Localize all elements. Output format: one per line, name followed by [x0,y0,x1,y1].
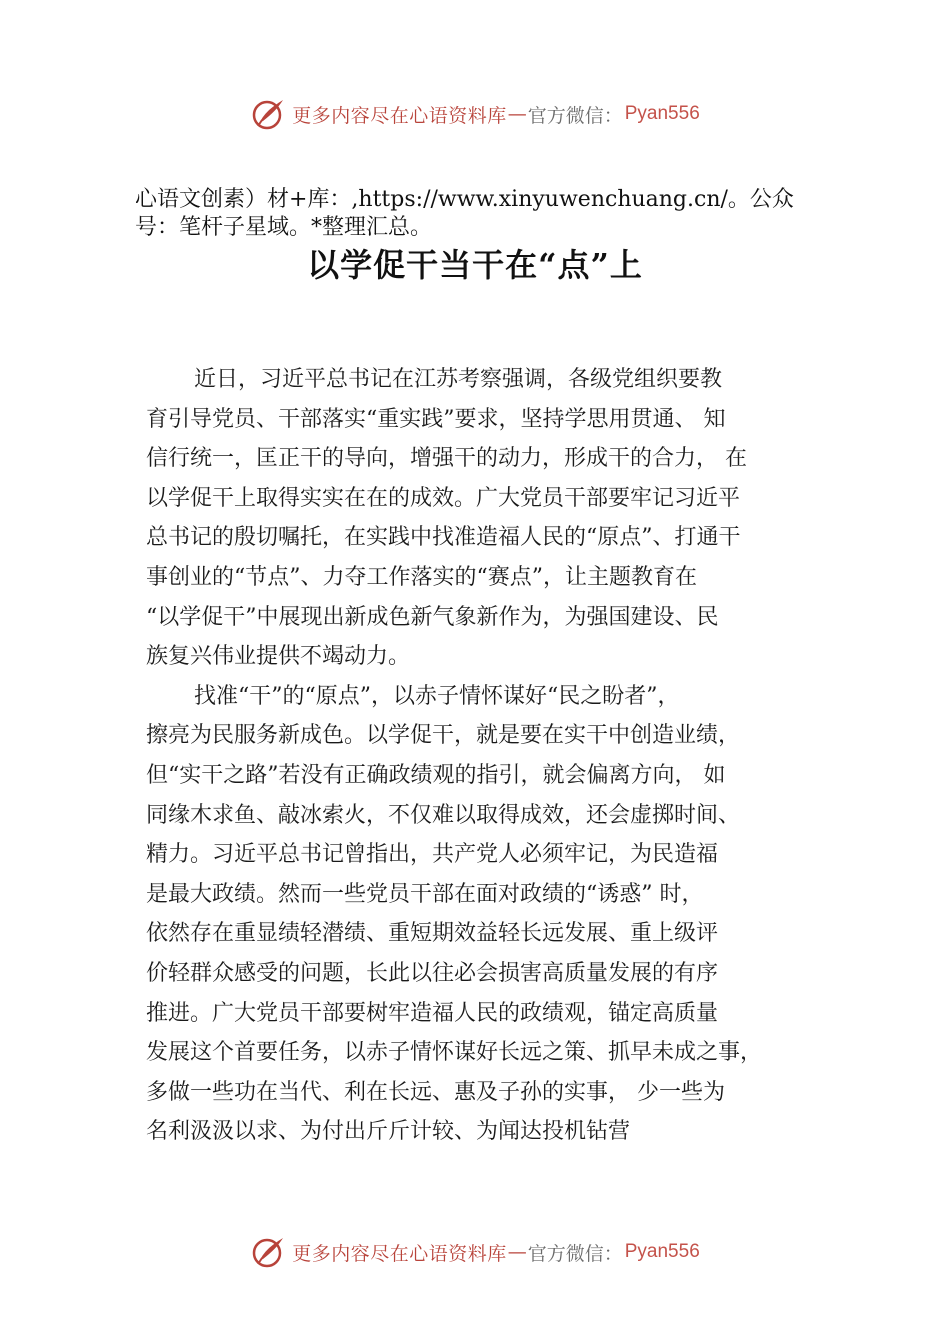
footer-watermark-banner [0,1232,950,1272]
text-line: 价轻群众感受的问题，长此以往必会损害高质量发展的有序 [146,960,719,986]
paragraph-2 [146,677,846,1152]
quill-logo-icon [250,1234,288,1270]
document-title: 以学促干当干在“点”上 [307,246,643,284]
text-line: “以学促干”中展现出新成色新气象新作为，为强国建设、民 [146,604,719,630]
text-line: 名利汲汲以求、为付出斤斤计较、为闻达投机钻营 [146,1119,631,1145]
text-line: 擦亮为民服务新成色。以学促干，就是要在实干中创造业绩， [146,723,741,749]
text-line: 是最大政绩。然而一些党员干部在面对政绩的“诱惑” 时， [146,881,704,907]
article-body [146,360,846,1152]
text-line: 事创业的“节点”、力夺工作落实的“赛点”，让主题教育在 [146,564,697,590]
banner-wechat-id: Pyan556 [624,1241,700,1262]
text-line: 育引导党员、干部落实“重实践”要求，坚持学思用贯通、 知 [146,406,726,432]
text-line: 依然存在重显绩轻潜绩、重短期效益轻长远发展、重上级评 [146,921,719,947]
banner-dash: — [507,1241,527,1263]
text-line: 信行统一，匡正干的导向，增强干的动力，形成干的合力， 在 [146,446,747,472]
text-line: 精力。习近平总书记曾指出，共产党人必须牢记，为民造福 [146,842,719,868]
text-line: 族复兴伟业提供不竭动力。 [146,644,411,670]
banner-dash: — [507,103,527,125]
source-note: 心语文创素）材+库：,https://www.xinyuwenchuang.cn/。公众号：笔杆子星域。*整理汇总。 [135,187,794,240]
paragraph-1 [146,360,846,677]
text-line: 同缘木求鱼、敲冰索火，不仅难以取得成效，还会虚掷时间、 [146,802,741,828]
quill-logo-icon [250,96,288,132]
banner-wechat-id: Pyan556 [624,103,700,124]
text-line: 总书记的殷切嘱托，在实践中找准造福人民的“原点”、打通干 [146,525,741,551]
text-line: 发展这个首要任务，以赤子情怀谋好长远之策、抓早未成之事， [146,1040,763,1066]
banner-subtext: 官方微信： [527,1242,623,1265]
text-line: 但“实干之路”若没有正确政绩观的指引，就会偏离方向， 如 [146,762,726,788]
text-line: 以学促干上取得实实在在的成效。广大党员干部要牢记习近平 [146,485,741,511]
text-line: 近日，习近平总书记在江苏考察强调，各级党组织要教 [194,367,723,392]
text-line: 找准“干”的“原点”，以赤子情怀谋好“民之盼者”， [194,683,680,709]
banner-subtext: 官方微信： [527,104,623,127]
banner-text: 更多内容尽在心语资料库 [292,104,507,127]
header-watermark-banner [0,94,950,134]
text-line: 多做一些功在当代、利在长远、惠及子孙的实事， 少一些为 [146,1079,725,1105]
text-line: 推进。广大党员干部要树牢造福人民的政绩观，锚定高质量 [146,1000,719,1026]
banner-text: 更多内容尽在心语资料库 [292,1242,507,1265]
